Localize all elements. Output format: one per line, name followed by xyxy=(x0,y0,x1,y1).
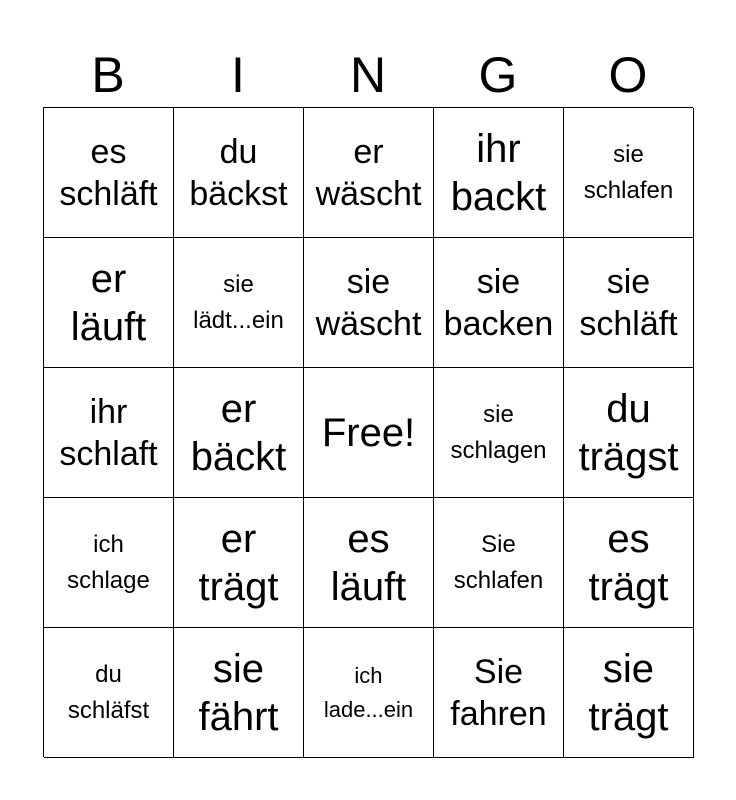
cell-label: ihr schlaft xyxy=(59,392,158,473)
bingo-cell-r2c4[interactable] xyxy=(434,238,564,368)
cell-label: sie lädt...ein xyxy=(193,270,284,334)
bingo-cell-r3c5[interactable] xyxy=(564,368,694,498)
bingo-cell-r2c1[interactable] xyxy=(44,238,174,368)
bingo-cell-r4c4[interactable] xyxy=(434,498,564,628)
bingo-cell-free[interactable] xyxy=(304,368,434,498)
cell-label: du trägst xyxy=(578,386,679,479)
cell-label: sie backen xyxy=(443,262,554,343)
bingo-cell-r3c4[interactable] xyxy=(434,368,564,498)
cell-label: Sie fahren xyxy=(450,652,547,733)
bingo-cell-r2c5[interactable] xyxy=(564,238,694,368)
bingo-cell-r5c2[interactable] xyxy=(174,628,304,758)
header-letter-o: O xyxy=(608,47,648,103)
bingo-cell-r1c3[interactable] xyxy=(304,108,434,238)
cell-label: du schläfst xyxy=(67,660,150,724)
bingo-cell-r1c1[interactable] xyxy=(44,108,174,238)
cell-label: ihr backt xyxy=(450,126,547,219)
cell-label: es trägt xyxy=(588,516,669,609)
bingo-cell-r5c4[interactable] xyxy=(434,628,564,758)
header-letter-g: G xyxy=(478,47,518,103)
bingo-board xyxy=(43,107,693,757)
cell-label: du bäckst xyxy=(189,132,288,213)
cell-label: ich lade...ein xyxy=(323,662,414,722)
cell-label: es schläft xyxy=(59,132,158,213)
bingo-cell-r1c2[interactable] xyxy=(174,108,304,238)
cell-label: sie schlafen xyxy=(583,140,674,204)
bingo-cell-r4c3[interactable] xyxy=(304,498,434,628)
cell-label: er trägt xyxy=(198,516,279,609)
bingo-cell-r3c1[interactable] xyxy=(44,368,174,498)
bingo-cell-r5c1[interactable] xyxy=(44,628,174,758)
cell-label: er bäckt xyxy=(190,386,287,479)
cell-label: sie wäscht xyxy=(315,262,422,343)
bingo-cell-r5c3[interactable] xyxy=(304,628,434,758)
bingo-cell-r3c2[interactable] xyxy=(174,368,304,498)
bingo-cell-r4c1[interactable] xyxy=(44,498,174,628)
cell-label: er wäscht xyxy=(315,132,422,213)
cell-label: sie schlagen xyxy=(450,400,547,464)
bingo-cell-r5c5[interactable] xyxy=(564,628,694,758)
bingo-cell-r1c5[interactable] xyxy=(564,108,694,238)
header-letter-n: N xyxy=(349,47,387,103)
bingo-cell-r2c2[interactable] xyxy=(174,238,304,368)
free-space-label: Free! xyxy=(321,410,416,455)
bingo-cell-r2c3[interactable] xyxy=(304,238,434,368)
cell-label: er läuft xyxy=(70,256,147,349)
cell-label: sie trägt xyxy=(588,646,669,739)
cell-label: sie fährt xyxy=(198,646,279,739)
bingo-cell-r4c2[interactable] xyxy=(174,498,304,628)
cell-label: sie schläft xyxy=(579,262,678,343)
header-letter-i: I xyxy=(231,47,245,103)
header-letter-b: B xyxy=(91,47,125,103)
cell-label: ich schlage xyxy=(67,530,150,594)
cell-label: es läuft xyxy=(330,516,407,609)
bingo-cell-r1c4[interactable] xyxy=(434,108,564,238)
bingo-header xyxy=(43,44,693,106)
cell-label: Sie schlafen xyxy=(453,530,544,594)
bingo-cell-r4c5[interactable] xyxy=(564,498,694,628)
